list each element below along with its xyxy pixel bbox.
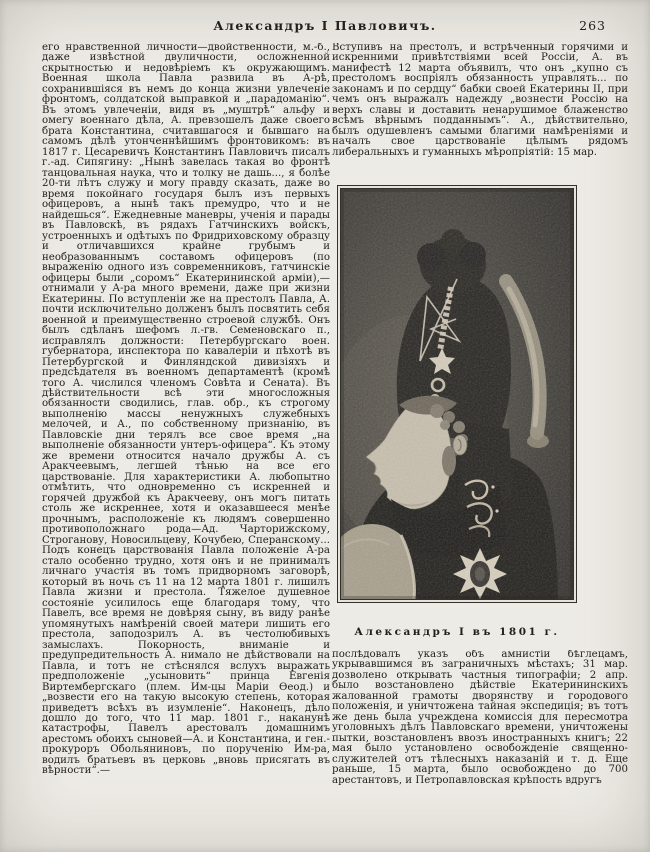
portrait-frame	[337, 185, 577, 603]
right-column-top	[332, 43, 628, 172]
page-number: 263	[579, 18, 606, 33]
running-head	[0, 18, 650, 34]
portrait-figure	[337, 185, 577, 603]
right-column-bottom-text: послѣдовалъ указъ объ амнистіи бѣглецамъ, укрывавшимся въ заграничныхъ мѣстахъ; 31 мар. дозволено открывать частныя типографіи; 2 апр. было возстановлено дѣйствіе Екатерининскихъ жалованной грамоты дворянству и городового положенія, и уничтожена тайная экспедиція; въ тотъ же день была учреждена комиссія для пересмотра уголовныхъ дѣлъ Павловскаго времени, уничтожены пытки, возстановленъ ввозъ иностранныхъ книгъ; 22 мая было установлено освобожденіе священно-служителей отъ тѣлесныхъ наказаній и т. д. Еще раньше, 15 марта, было освобождено до 700 арестантовъ, и Петропавловская крѣпость вдругъ	[332, 650, 628, 786]
right-column-bottom	[332, 650, 628, 798]
portrait-engraving	[341, 189, 573, 599]
portrait-image	[340, 188, 574, 600]
left-column	[42, 43, 330, 799]
page-title: Александръ I Павловичъ.	[213, 18, 437, 33]
right-column-top-text: Вступивъ на престолъ, и встрѣченный горячими и искренними привѣтствіями всей Россіи, А. въ манифестѣ 12 марта объявилъ, что онъ „купно съ престоломъ воспріялъ обязанность управлять... по законамъ и по сердцу“ бабки своей Екатерины II, при чемъ онъ выражалъ надежду „вознести Россію на верхъ славы и доставить ненарушимое блаженство всѣмъ вѣрнымъ подданнымъ“. А., дѣйствительно, былъ одушевленъ самыми благими намѣреніями и началъ свое царствованіе цѣлымъ рядомъ либеральныхъ и гуманныхъ мѣропріятій: 15 мар.	[332, 43, 628, 158]
figure-caption: Александръ I въ 1801 г.	[354, 626, 560, 638]
left-column-text: его нравственной личности—двойственности, м.-б., даже извѣстной двуличности, осложненной скрытностью и недовѣріемъ къ окружающимъ. Военная школа Павла развила въ А-рѣ, сохранившіяся въ немъ до конца жизни увлеченіе фронтомъ, солдатской выправкой и „парадоманію“. Въ этомъ увлеченіи, видя въ „муштрѣ“ альфу и омегу военнаго дѣла, А. превзошелъ даже своего брата Константина, считавшагося и бывшаго на самомъ дѣлѣ утонченнѣйшимъ фронтовикомъ: въ 1817 г. Цесаревичъ Константинъ Павловичъ писалъ г.-ад. Сипягину: „Нынѣ завелась такая во фронтѣ танцовальная наука, что и толку не дашь..., я болѣе 20-ти лѣтъ служу и могу правду сказать, даже во время покойнаго государя былъ изъ первыхъ офицеровъ, а нынѣ такъ премудро, что и не найдешься“. Ежедневные маневры, ученія и парады въ Павловскѣ, въ рядахъ Гатчинскихъ войскъ, устроенныхъ и одѣтыхъ по Фридриховскому образцу и отличавшихся крайне грубымъ и необразованнымъ составомъ офицеровъ (по выраженію одного изъ современниковъ, гатчинскіе офицеры были „соромъ“ Екатерининской арміи),—отнимали у А-ра много времени, даже при жизни Екатерины. По вступленіи же на престолъ Павла, А. почти исключительно долженъ былъ посвятить себя военной и преимущественно строевой службѣ. Онъ былъ сдѣланъ шефомъ л.-гв. Семеновскаго п., исправлялъ должности: Петербургскаго воен. губернатора, инспектора по кавалеріи и пѣхотѣ въ Петербургской и Финляндской дивизіяхъ и предсѣдателя въ военномъ департаментѣ (кромѣ того А. числился членомъ Совѣта и Сената). Въ дѣйствительности всѣ эти многосложныя обязанности сводились, глав. обр., къ строгому выполненію массы ненужныхъ служебныхъ мелочей, и А., по собственному признанію, въ Павловскіе дни терялъ все свое время „на выполненіе обязанности унтеръ-офицера“. Къ этому же времени относится начало дружбы А. съ Аракчеевымъ, легшей тѣнью на все его царствованіе. Для характеристики А. любопытно отмѣтить, что одновременно съ искренней и горячей дружбой къ Аракчееву, онъ могъ питать столь же искреннее, хотя и оказавшееся менѣе прочнымъ, расположеніе къ людямъ совершенно противоположнаго рода—Ад. Чарторижскому, Строганову, Новосильцеву, Кочубею, Сперанскому... Подъ конецъ царствованія Павла положеніе А-ра стало особенно трудно, хотя онъ и не принималъ личнаго участія въ томъ придворномъ заговорѣ, который въ ночь съ 11 на 12 марта 1801 г. лишилъ Павла жизни и престола. Тяжелое душевное состояніе усилилось еще благодаря тому, что Павелъ, все время не довѣряя сыну, въ виду ранѣе упомянутыхъ намѣреній своей матери лишить его престола, заподозрилъ А. въ честолюбивыхъ замыслахъ. Покорность, вниманіе и предупредительность А. нимало не дѣйствовали на Павла, и тотъ не стѣснялся вслухъ выражать предположеніе „усыновить“ принца Евгенія Виртембергскаго (плем. Им-цы Маріи Ѳеод.) и „возвести его на такую высокую степень, которая приведетъ всѣхъ въ изумленіе“. Наконецъ, дѣло дошло до того, что 11 мар. 1801 г., наканунѣ катастрофы, Павелъ арестовалъ домашнимъ арестомъ обоихъ сыновей—А. и Константина, и ген.-прокуроръ Обольяниновъ, по порученію Им-ра, водилъ братьевъ въ церковь „вновь присягать въ вѣрности“.—	[42, 43, 330, 777]
